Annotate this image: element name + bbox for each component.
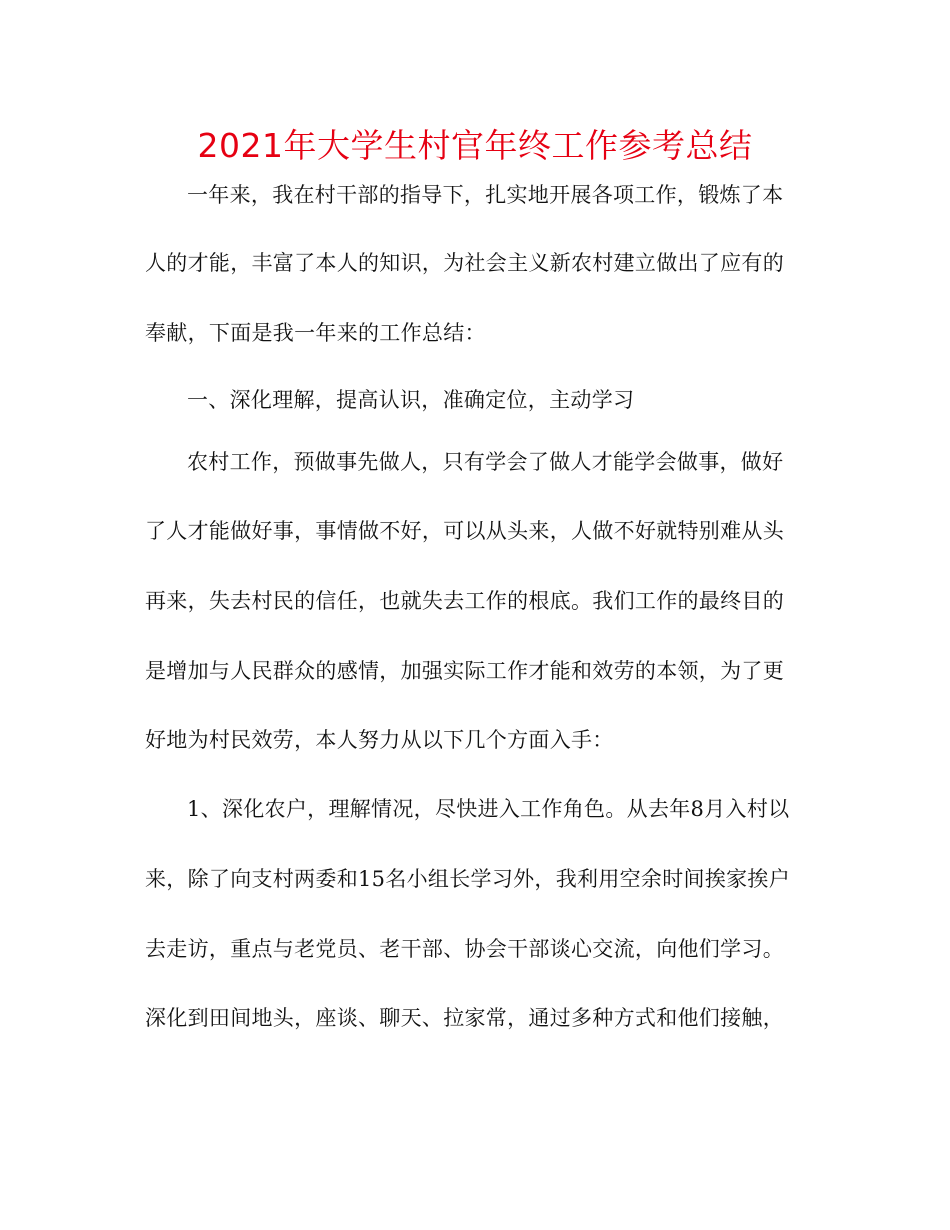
paragraph-line: 好地为村民效劳，本人努力从以下几个方面入手：: [145, 728, 614, 752]
paragraph-line: 1、深化农户，理解情况，尽快进入工作角色。从去年8月入村以: [187, 797, 790, 821]
paragraph-line: 农村工作，预做事先做人，只有学会了做人才能学会做事，做好: [187, 450, 784, 474]
paragraph-line: 是增加与人民群众的感情，加强实际工作才能和效劳的本领，为了更: [145, 659, 784, 683]
paragraph-line: 人的才能，丰富了本人的知识，为社会主义新农村建立做出了应有的: [145, 251, 784, 275]
document-title: 2021年大学生村官年终工作参考总结: [197, 126, 753, 165]
paragraph-line: 一年来，我在村干部的指导下，扎实地开展各项工作，锻炼了本: [187, 183, 784, 207]
paragraph-line: 深化到田间地头，座谈、聊天、拉家常，通过多种方式和他们接触，: [145, 1006, 784, 1030]
paragraph-line: 了人才能做好事，事情做不好，可以从头来，人做不好就特别难从头: [145, 519, 784, 543]
paragraph-line: 再来，失去村民的信任，也就失去工作的根底。我们工作的最终目的: [145, 589, 784, 613]
paragraph-line: 奉献，下面是我一年来的工作总结：: [145, 321, 486, 345]
section-heading: 一、深化理解，提高认识，准确定位，主动学习: [187, 388, 635, 412]
paragraph-line: 来，除了向支村两委和15名小组长学习外，我利用空余时间挨家挨户: [145, 867, 791, 891]
paragraph-line: 去走访，重点与老党员、老干部、协会干部谈心交流，向他们学习。: [145, 937, 784, 961]
